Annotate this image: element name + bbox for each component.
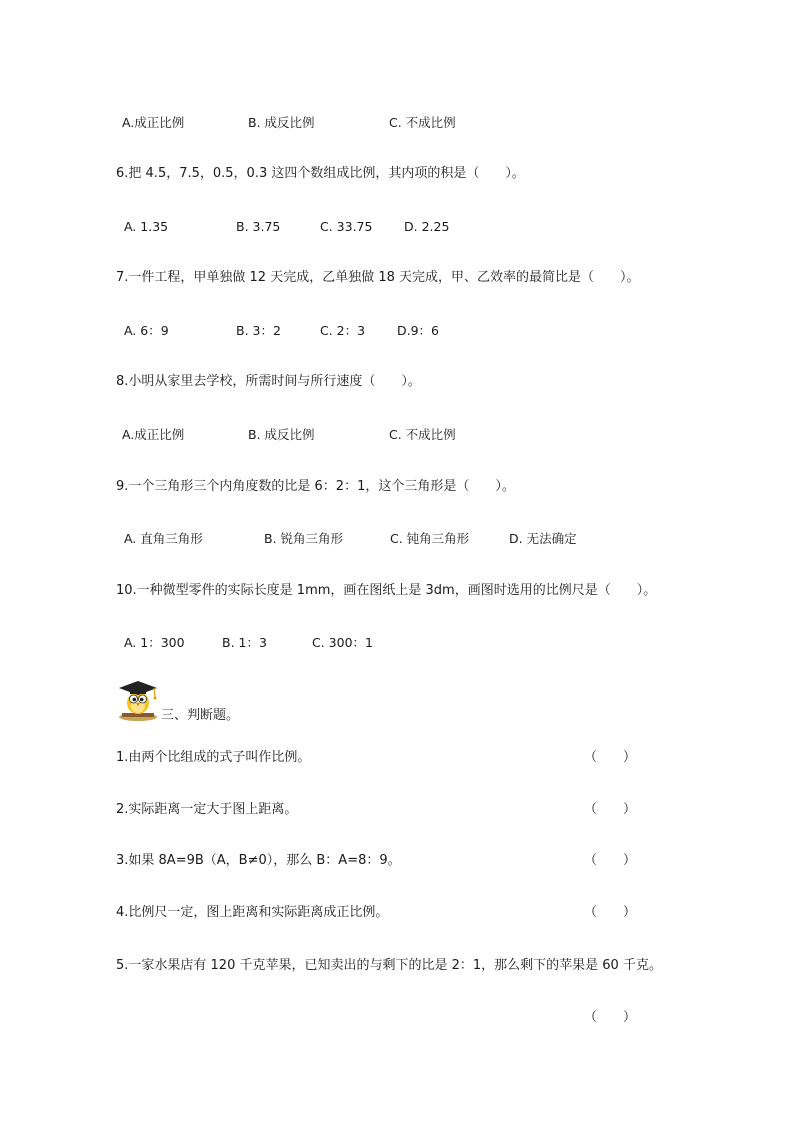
q8-option-c: C. 不成比例 (389, 427, 456, 442)
q10-stem: 10.一种微型零件的实际长度是 1mm，画在图纸上是 3dm，画图时选用的比例尺是（ ）。 (116, 583, 657, 598)
q7-option-d: D.9：6 (397, 323, 440, 338)
owl-graduate-icon (116, 676, 162, 722)
q6-option-a: A. 1.35 (124, 219, 169, 234)
q6-option-d: D. 2.25 (404, 219, 450, 234)
q9-option-d: D. 无法确定 (509, 531, 577, 546)
q8-option-a: A.成正比例 (122, 427, 185, 442)
q7-stem: 7.一件工程，甲单独做 12 天完成，乙单独做 18 天完成，甲、乙效率的最简比是（ ）。 (116, 270, 640, 285)
q8-option-b: B. 成反比例 (248, 427, 315, 442)
judge-4-blank: （ ） (584, 905, 637, 920)
q9-option-a: A. 直角三角形 (124, 531, 203, 546)
judge-3-blank: （ ） (584, 853, 637, 868)
judge-1-blank: （ ） (584, 750, 637, 765)
q8-stem: 8.小明从家里去学校，所需时间与所行速度（ ）。 (116, 374, 421, 389)
judge-3-text: 3.如果 8A=9B（A，B≠0），那么 B：A=8：9。 (116, 853, 401, 868)
q10-option-c: C. 300：1 (312, 635, 373, 650)
judge-2-blank: （ ） (584, 802, 637, 817)
q6-stem: 6.把 4.5，7.5，0.5，0.3 这四个数组成比例，其内项的积是（ ）。 (116, 166, 525, 181)
q6-option-b: B. 3.75 (236, 219, 281, 234)
q7-option-c: C. 2：3 (320, 323, 366, 338)
q5-option-c: C. 不成比例 (389, 115, 456, 130)
judge-5-text: 5.一家水果店有 120 千克苹果，已知卖出的与剩下的比是 2：1，那么剩下的苹果是 60 千克。 (116, 958, 662, 973)
judge-5-blank: （ ） (584, 1010, 637, 1025)
q7-option-b: B. 3：2 (236, 323, 281, 338)
q5-option-a: A.成正比例 (122, 115, 185, 130)
q9-option-c: C. 钝角三角形 (390, 531, 470, 546)
q5-option-b: B. 成反比例 (248, 115, 315, 130)
q9-option-b: B. 锐角三角形 (264, 531, 344, 546)
q6-option-c: C. 33.75 (320, 219, 373, 234)
q10-option-b: B. 1：3 (222, 635, 267, 650)
q10-option-a: A. 1：300 (124, 635, 185, 650)
section-3-title: 三、判断题。 (161, 708, 240, 723)
judge-1-text: 1.由两个比组成的式子叫作比例。 (116, 750, 311, 765)
q9-stem: 9.一个三角形三个内角度数的比是 6：2：1，这个三角形是（ ）。 (116, 479, 515, 494)
judge-2-text: 2.实际距离一定大于图上距离。 (116, 802, 298, 817)
judge-4-text: 4.比例尺一定，图上距离和实际距离成正比例。 (116, 905, 389, 920)
q7-option-a: A. 6：9 (124, 323, 169, 338)
